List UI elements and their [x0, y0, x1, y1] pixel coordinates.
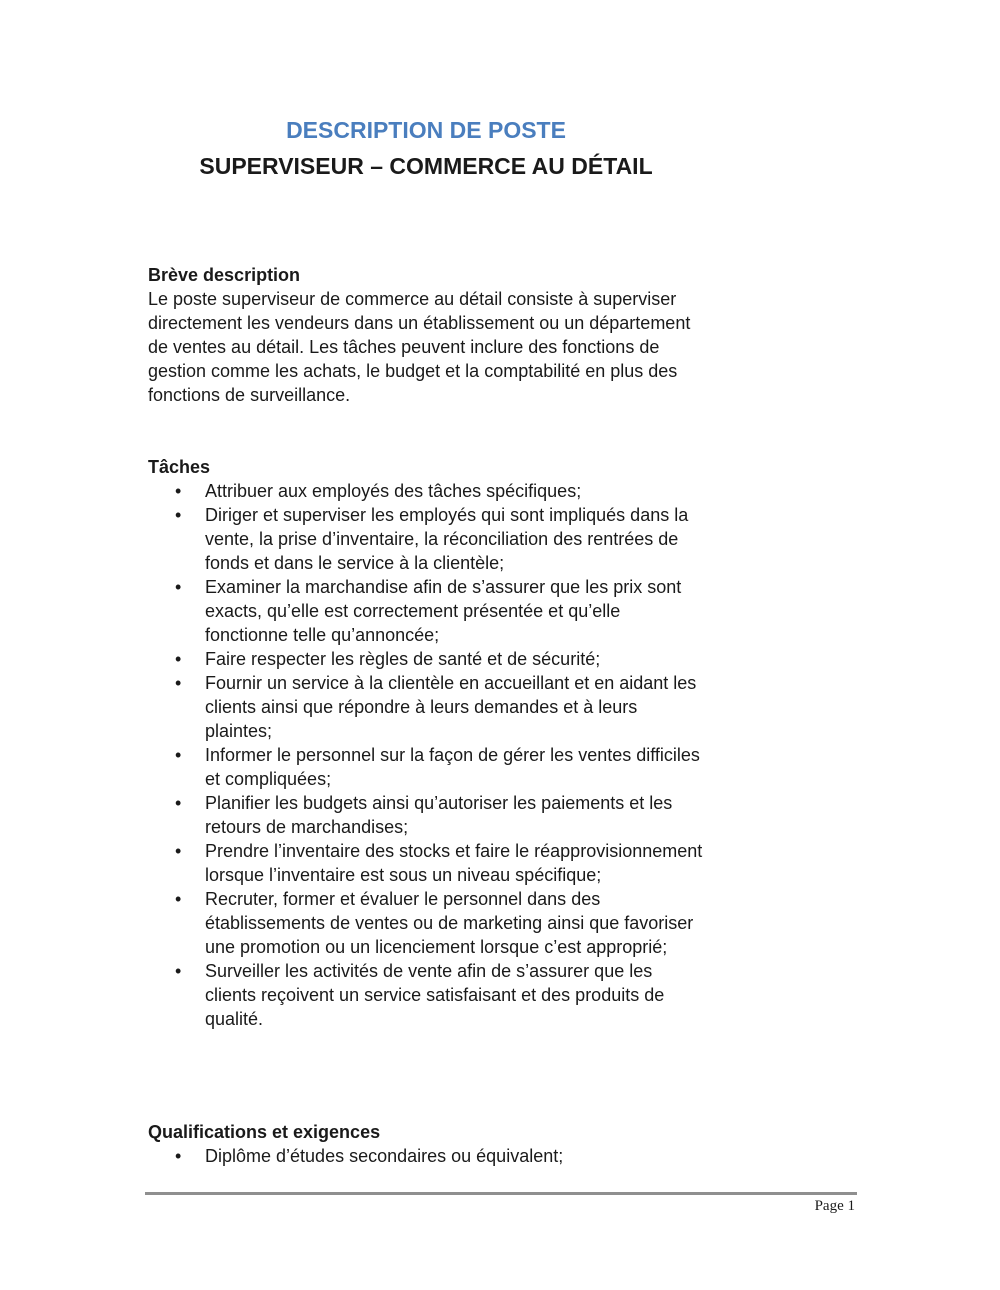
tache-item: • Fournir un service à la clientèle en accueillant et en aidant les clients ainsi que répondre à leurs demandes et à leurs plaintes; [148, 671, 704, 743]
section-qualifications [148, 1120, 704, 1168]
tache-item: • Attribuer aux employés des tâches spécifiques; [148, 479, 704, 503]
tache-item: • Planifier les budgets ainsi qu’autoriser les paiements et les retours de marchandises; [148, 791, 704, 839]
qualification-item: • Diplôme d’études secondaires ou équivalent; [148, 1144, 704, 1168]
breve-description-paragraph: Le poste superviseur de commerce au détail consiste à superviser directement les vendeurs dans un établissement ou un département de ventes au détail. Les tâches peuvent inclure des fonctions de gestion comme les achats, le budget et la comptabilité en plus des fonctions de surveillance. [148, 289, 691, 405]
qualifications-heading: Qualifications et exigences [148, 1122, 381, 1142]
tache-item: • Examiner la marchandise afin de s’assurer que les prix sont exacts, qu’elle est correctement présentée et qu’elle fonctionne telle qu’annoncée; [148, 575, 704, 647]
tache-item: • Prendre l’inventaire des stocks et faire le réapprovisionnement lorsque l’inventaire est sous un niveau spécifique; [148, 839, 704, 887]
taches-list [148, 479, 704, 1031]
tache-item: • Faire respecter les règles de santé et de sécurité; [148, 647, 704, 671]
tache-item: • Diriger et superviser les employés qui sont impliqués dans la vente, la prise d’inventaire, la réconciliation des rentrées de fonds et dans le service à la clientèle; [148, 503, 704, 575]
qualifications-list [148, 1144, 704, 1168]
section-taches [148, 455, 704, 1031]
tache-item: • Surveiller les activités de vente afin de s’assurer que les clients reçoivent un service satisfaisant et des produits de qualité. [148, 959, 704, 1031]
document-title: DESCRIPTION DE POSTE [286, 117, 566, 143]
page-number: Page 1 [814, 1198, 855, 1214]
document-subtitle: SUPERVISEUR – COMMERCE AU DÉTAIL [199, 153, 653, 179]
taches-heading: Tâches [148, 457, 211, 477]
tache-item: • Informer le personnel sur la façon de gérer les ventes difficiles et compliquées; [148, 743, 704, 791]
tache-item: • Recruter, former et évaluer le personnel dans des établissements de ventes ou de marketing ainsi que favoriser une promotion ou un licenciement lorsque c’est approprié; [148, 887, 704, 959]
section-breve-description [148, 263, 704, 407]
breve-description-heading: Brève description [148, 265, 301, 285]
footer-divider [145, 1192, 857, 1195]
